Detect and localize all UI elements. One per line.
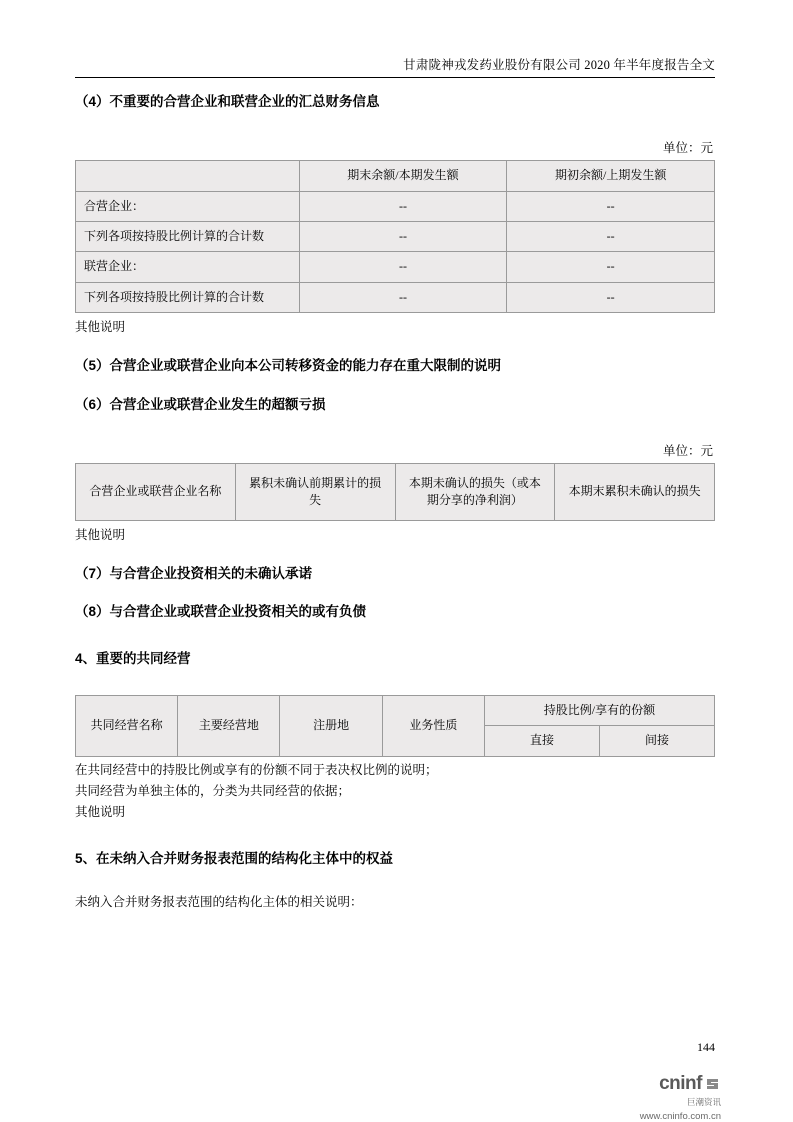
table1-row0-c2: -- bbox=[507, 191, 715, 221]
table1-row1-label: 下列各项按持股比例计算的合计数 bbox=[76, 222, 300, 252]
table-row bbox=[76, 252, 715, 282]
joint-operations-table bbox=[75, 695, 715, 757]
table3-col-3: 业务性质 bbox=[382, 695, 484, 756]
section-title-joint-operations: 4、重要的共同经营 bbox=[75, 650, 191, 666]
table3-sub-col-1: 间接 bbox=[599, 726, 714, 756]
section-title-structured-entities: 5、在未纳入合并财务报表范围的结构化主体中的权益 bbox=[75, 851, 394, 867]
section-title-6: （6）合营企业或联营企业发生的超额亏损 bbox=[75, 396, 326, 412]
table3-group-header: 持股比例/享有的份额 bbox=[484, 695, 714, 725]
logo-row bbox=[640, 1073, 721, 1095]
header-title: 甘肃陇神戎发药业股份有限公司 2020 年半年度报告全文 bbox=[403, 58, 715, 72]
table-row bbox=[76, 222, 715, 252]
section-title-4: （4）不重要的合营企业和联营企业的汇总财务信息 bbox=[75, 94, 380, 109]
cninfo-mark-icon bbox=[705, 1076, 721, 1092]
table1-row0-c1: -- bbox=[299, 191, 507, 221]
table1-row0-label: 合营企业： bbox=[76, 191, 300, 221]
table-header-row bbox=[76, 463, 715, 520]
logo-wordmark: cninf bbox=[659, 1073, 702, 1094]
table1-row2-c1: -- bbox=[299, 252, 507, 282]
table3-col-0: 共同经营名称 bbox=[76, 695, 178, 756]
table1-row3-c1: -- bbox=[299, 282, 507, 312]
table1-row3-label: 下列各项按持股比例计算的合计数 bbox=[76, 282, 300, 312]
other-note-2: 其他说明 bbox=[75, 527, 126, 542]
document-body bbox=[75, 92, 715, 913]
table-row bbox=[76, 191, 715, 221]
note-line-3: 其他说明 bbox=[75, 805, 126, 820]
section-title-5: （5）合营企业或联营企业向本公司转移资金的能力存在重大限制的说明 bbox=[75, 358, 502, 374]
table1-col-0 bbox=[76, 161, 300, 191]
excess-loss-table-wrap bbox=[75, 463, 715, 521]
table1-row2-c2: -- bbox=[507, 252, 715, 282]
structured-entities-note: 未纳入合并财务报表范围的结构化主体的相关说明： bbox=[75, 894, 363, 909]
table3-col-1: 主要经营地 bbox=[178, 695, 280, 756]
summary-financial-table bbox=[75, 160, 715, 313]
table1-col-1: 期末余额/本期发生额 bbox=[299, 161, 507, 191]
section-title-8: （8）与合营企业或联营企业投资相关的或有负债 bbox=[75, 604, 367, 620]
joint-operations-table-wrap bbox=[75, 695, 715, 757]
header-divider bbox=[75, 77, 715, 78]
page-header bbox=[75, 55, 715, 73]
table2-col-0: 合营企业或联营企业名称 bbox=[76, 463, 236, 520]
logo-url: www.cninfo.com.cn bbox=[639, 1111, 721, 1122]
section-title-7: （7）与合营企业投资相关的未确认承诺 bbox=[75, 566, 313, 582]
table1-row3-c2: -- bbox=[507, 282, 715, 312]
table1-row2-label: 联营企业： bbox=[76, 252, 300, 282]
note-line-2: 共同经营为单独主体的，分类为共同经营的依据； bbox=[75, 783, 351, 798]
table1-col-2: 期初余额/上期发生额 bbox=[507, 161, 715, 191]
summary-financial-table-wrap bbox=[75, 160, 715, 313]
table-row bbox=[76, 282, 715, 312]
table3-col-2: 注册地 bbox=[280, 695, 382, 756]
table1-row1-c2: -- bbox=[507, 222, 715, 252]
excess-loss-table bbox=[75, 463, 715, 521]
unit-label-1: 单位：元 bbox=[662, 141, 713, 156]
table-header-row bbox=[76, 695, 715, 725]
table2-col-1: 累积未确认前期累计的损失 bbox=[235, 463, 395, 520]
note-line-1: 在共同经营中的持股比例或享有的份额不同于表决权比例的说明； bbox=[75, 762, 438, 777]
page-number: 144 bbox=[697, 1040, 715, 1054]
table2-col-2: 本期未确认的损失（或本期分享的净利润） bbox=[395, 463, 555, 520]
table2-col-3: 本期末累积未确认的损失 bbox=[555, 463, 715, 520]
table-header-row bbox=[76, 161, 715, 191]
logo-subtitle: 巨潮资讯 bbox=[686, 1097, 721, 1107]
unit-label-2: 单位：元 bbox=[662, 443, 713, 458]
footer-logo bbox=[640, 1073, 721, 1122]
table1-row1-c1: -- bbox=[299, 222, 507, 252]
other-note-1: 其他说明 bbox=[75, 320, 126, 335]
table3-sub-col-0: 直接 bbox=[484, 726, 599, 756]
